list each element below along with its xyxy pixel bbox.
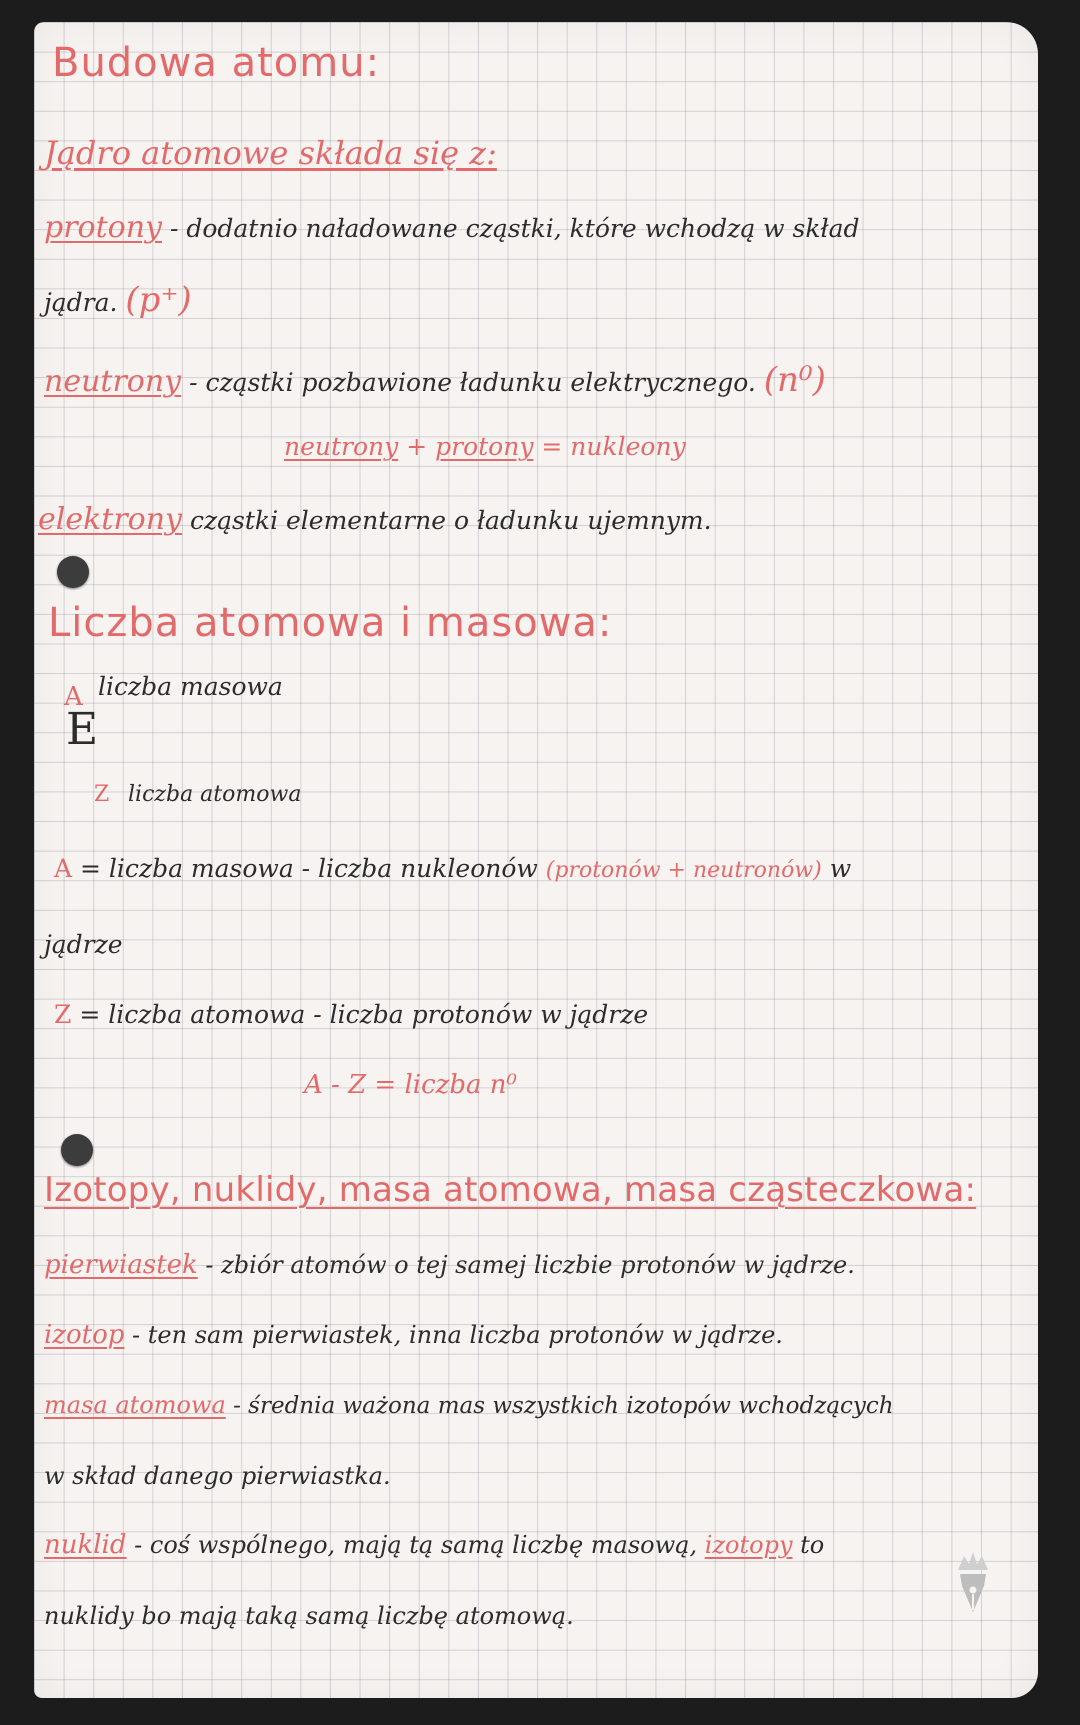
a-minus-z-formula: A - Z = liczba n⁰	[304, 1070, 517, 1100]
masa-atomowa-definition: - średnia ważona mas wszystkich izotopów wchodzących	[225, 1393, 894, 1419]
nuklid-term: nuklid	[44, 1530, 127, 1560]
intro-line	[44, 134, 497, 172]
a-definition-end: w	[821, 854, 852, 883]
protons-line	[44, 210, 860, 245]
a-definition: = liczba masowa - liczba nukleonów	[72, 854, 546, 883]
electrons-definition: cząstki elementarne o ładunku ujemnym.	[182, 506, 712, 535]
masa-atomowa-line	[44, 1390, 894, 1419]
a-definition-line	[54, 854, 851, 883]
intro-text: Jądro atomowe składa się z:	[44, 134, 497, 172]
bullet-dot-icon	[61, 1134, 93, 1166]
formula-protons: protony	[435, 432, 534, 461]
pierwiastek-definition: - zbiór atomów o tej samej liczbie protonów w jądrze.	[197, 1251, 855, 1279]
heading-budowa-atomu: Budowa atomu:	[52, 40, 381, 86]
diagram-z: Z	[94, 782, 110, 807]
pierwiastek-line	[44, 1250, 855, 1280]
nuklid-izotopy: izotopy	[704, 1531, 793, 1559]
protons-line-2	[44, 280, 192, 320]
izotop-definition: - ten sam pierwiastek, inna liczba protonów w jądrze.	[124, 1321, 783, 1349]
heading-izotopy: Izotopy, nuklidy, masa atomowa, masa cząsteczkowa:	[44, 1170, 977, 1210]
izotop-line	[44, 1320, 783, 1350]
z-letter: Z	[54, 1000, 72, 1029]
pierwiastek-term: pierwiastek	[44, 1250, 198, 1280]
neutrons-term: neutrony	[44, 364, 182, 399]
formula-result: = nukleony	[533, 432, 686, 461]
z-definition-line	[54, 1000, 648, 1029]
nuklid-line	[44, 1530, 824, 1560]
nucleons-formula	[284, 432, 686, 461]
formula-neutrons: neutrony	[284, 432, 399, 461]
notebook-page	[34, 22, 1038, 1698]
izotop-term: izotop	[44, 1320, 125, 1350]
protons-symbol: (p⁺)	[125, 280, 192, 320]
electrons-line	[38, 502, 712, 537]
neutrons-definition: - cząstki pozbawione ładunku elektrycznego.	[181, 368, 756, 397]
diagram-element: E	[66, 704, 99, 755]
neutrons-line	[44, 360, 826, 400]
electrons-term: elektrony	[38, 502, 183, 537]
formula-plus: +	[398, 432, 436, 461]
diagram-a-label: liczba masowa	[98, 672, 283, 701]
a-letter: A	[54, 854, 73, 883]
masa-atomowa-term: masa atomowa	[44, 1391, 226, 1419]
protons-term: protony	[44, 210, 162, 245]
nuklid-to: to	[792, 1531, 825, 1559]
neutrons-symbol: (n⁰)	[763, 360, 826, 400]
pen-nib-crown-icon	[954, 1550, 992, 1616]
protons-definition-2: jądra.	[44, 288, 118, 317]
z-definition: = liczba atomowa - liczba protonów w jądrze	[71, 1000, 649, 1029]
bullet-dot-icon	[57, 556, 89, 588]
masa-atomowa-line-2: w skład danego pierwiastka.	[44, 1462, 391, 1490]
protons-definition: - dodatnio naładowane cząstki, które wchodzą w skład	[162, 214, 860, 243]
a-parenthetical: (protonów + neutronów)	[545, 858, 822, 883]
nuklid-line-2: nuklidy bo mają taką samą liczbę atomową.	[44, 1602, 574, 1630]
heading-liczba-atomowa: Liczba atomowa i masowa:	[48, 600, 613, 646]
nuklid-definition: - coś wspólnego, mają tą samą liczbę masową,	[126, 1531, 705, 1559]
a-definition-line-2: jądrze	[44, 930, 123, 959]
diagram-z-label: liczba atomowa	[128, 782, 302, 807]
diagram-a: A	[64, 682, 83, 712]
